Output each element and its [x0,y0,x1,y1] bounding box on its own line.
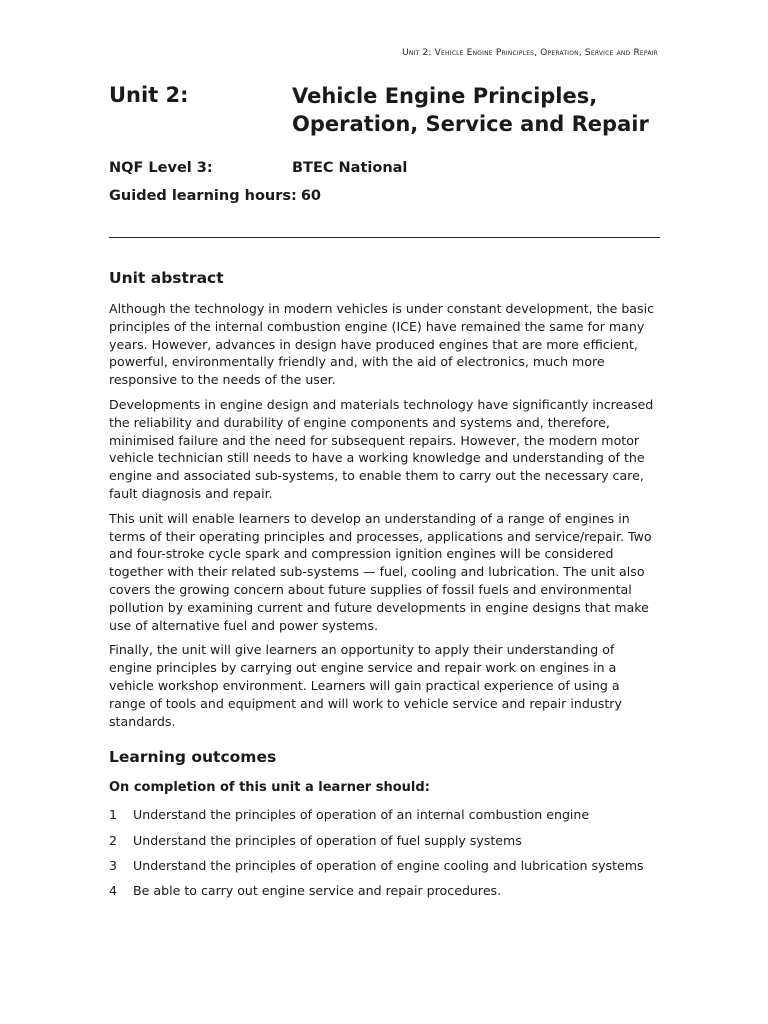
title-block [109,82,669,138]
outcome-text: Be able to carry out engine service and repair procedures. [133,883,502,899]
outcome-text: Understand the principles of operation of an internal combustion engine [133,807,590,823]
abstract-paragraph-2: Developments in engine design and materials technology have significantly increased the reliability and durability of engine components and systems and, therefore, minimised failure and the need for subsequent repairs. However, the modern motor vehicle technician still needs to have a working knowledge and understanding of the engine and associated sub-systems, to enable them to carry out the necessary care, fault diagnosis and repair. [109,396,654,501]
unit-title-line-2: Operation, Service and Repair [292,112,649,136]
glh-row [109,186,407,214]
unit-label: Unit 2: [109,83,189,107]
outcome-item [109,832,660,850]
outcomes-list [109,806,660,900]
glh-value: 60 [300,188,321,204]
outcome-item [109,806,660,824]
unit-title [292,82,649,138]
outcome-number: 1 [109,807,118,823]
nqf-value: BTEC National [292,160,408,176]
main-content [109,268,660,908]
outcome-number: 3 [109,857,118,873]
divider [109,237,660,238]
outcome-text: Understand the principles of operation of fuel supply systems [133,832,522,848]
unit-meta [109,158,407,214]
nqf-row [109,158,407,186]
outcome-number: 4 [109,883,118,899]
outcomes-heading: Learning outcomes [109,748,277,767]
outcome-item [109,857,660,875]
outcome-item [109,882,660,900]
abstract-paragraph-3: This unit will enable learners to develop an understanding of a range of engines in terms of their operating principles and processes, applications and service/repair. Two and four-stroke cycle spark and compression ignition engines will be considered together with their related sub-systems — fuel, cooling and lubrication. The unit also covers the growing concern about future supplies of fossil fuels and environmental pollution by examining current and future developments in engine designs that make use of alternative fuel and power systems. [109,510,652,633]
glh-key: Guided learning hours: [109,188,297,204]
unit-title-line-1: Vehicle Engine Principles, [292,84,598,108]
outcomes-intro: On completion of this unit a learner should: [109,780,430,796]
nqf-key: NQF Level 3: [109,160,213,176]
abstract-paragraph-4: Finally, the unit will give learners an opportunity to apply their understanding of engine principles by carrying out engine service and repair work on engines in a vehicle workshop environment. Learners will gain practical experience of using a range of tools and equipment and will work to vehicle service and repair industry standards. [109,642,622,729]
abstract-heading: Unit abstract [109,269,224,287]
running-head: Unit 2: Vehicle Engine Principles, Operation, Service and Repair [402,48,658,58]
abstract-paragraph-1: Although the technology in modern vehicles is under constant development, the basic principles of the internal combustion engine (ICE) have remained the same for many years. However, advances in design have produced engines that are more efficient, powerful, environmentally friendly and, with the aid of electronics, much more responsive to the needs of the user. [109,301,655,388]
outcome-number: 2 [109,832,118,848]
outcome-text: Understand the principles of operation of engine cooling and lubrication systems [133,857,644,873]
